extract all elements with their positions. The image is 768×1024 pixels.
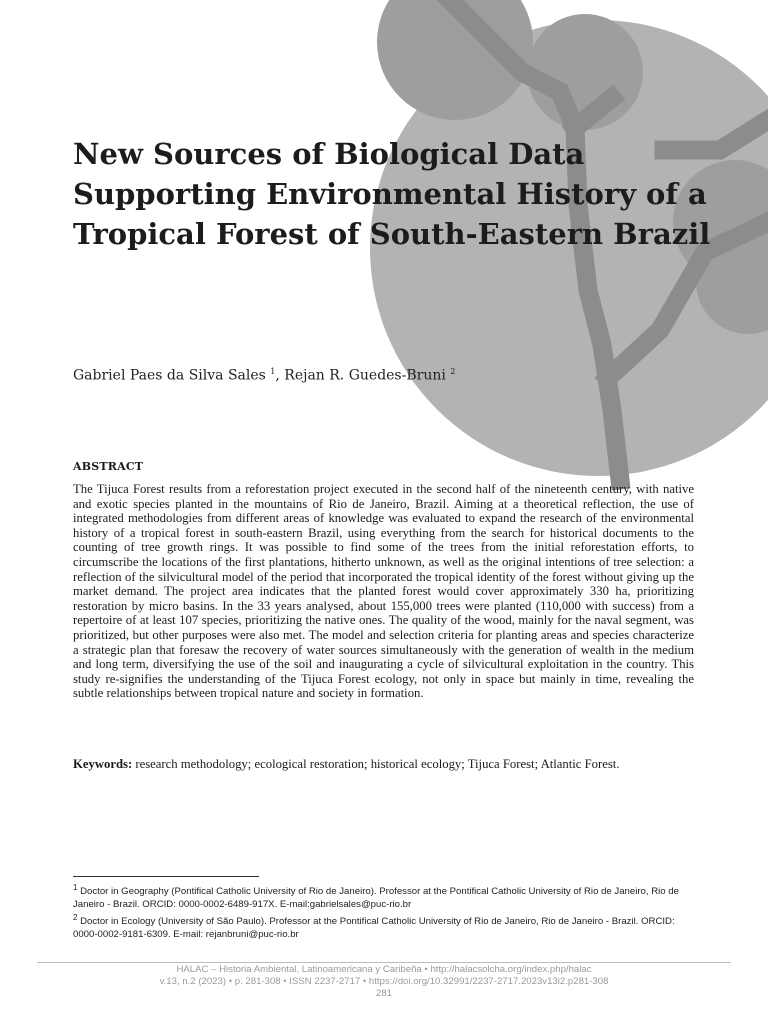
footnote-separator	[73, 876, 259, 877]
author-1-footnote-mark: 1	[270, 367, 276, 376]
footnote-2-text: Doctor in Ecology (University of São Paulo). Professor at the Pontifical Catholic University of Rio de Janeiro, Rio de Janeiro - Brazil. ORCID: 0000-0002-9181-6309. E-mail: rejanbruni@puc-rio.br	[73, 916, 675, 940]
author-separator: ,	[275, 367, 285, 384]
author-line	[73, 367, 455, 384]
article-title: New Sources of Biological Data Supporting Environmental History of a Tropical Forest of South-Eastern Brazil	[73, 137, 711, 251]
footnote-1	[73, 882, 694, 911]
footnote-2-mark: 2	[73, 913, 78, 922]
footnotes	[73, 882, 694, 942]
footnote-1-text: Doctor in Geography (Pontifical Catholic University of Rio de Janeiro). Professor at the Pontifical Catholic University of Rio de Janeiro, Rio de Janeiro - Brazil. ORCID: 0000-0002-6489-917X. E-mail:gabrielsales@puc-rio.br	[73, 886, 679, 910]
page-number: 281	[375, 988, 392, 999]
abstract-body: The Tijuca Forest results from a reforestation project executed in the second half of the nineteenth century, with native and exotic species planted in the mountains of Rio de Janeiro, Brazil. Aiming at a theoretical reflection, the use of integrated methodologies from different areas of knowledge was evaluated to expand the research of the environmental history of a tropical forest in south-eastern Brazil, using everything from the search for historical documents to the counting of tree growth rings. It was possible to find some of the trees from the initial reforestation efforts, to circumscribe the locations of the first plantations, hitherto unknown, as well as the original intentions of tree selection: a reflection of the silvicultural model of the period that incorporated the tropical identity of the forest without giving up the market demand. The project area indicates that the planted forest would cover approximately 330 ha, prioritizing restoration by micro basins. In the 33 years analysed, about 155,000 trees were planted (110,000 with success) from a repertoire of at least 107 species, prioritizing the native ones. The quality of the wood, mainly for the naval segment, was prioritized, but other purposes were also met. The model and selection criteria for planting areas and species characterize a strategic plan that foresaw the recovery of water sources simultaneously with the generation of wealth in the medium and long term, diversifying the use of the soil and inaugurating a cycle of silvicultural exploitation in the country. This study re-signifies the understanding of the Tijuca Forest ecology, not only in space but mainly in time, revealing the subtle relationships between tropical nature and society in formation.	[73, 482, 694, 701]
keywords-paragraph	[73, 757, 694, 772]
journal-issue-line: v.13, n.2 (2023) • p. 281-308 • ISSN 2237-2717 • https://doi.org/10.32991/2237-2717.2023v13i2.p281-308	[159, 976, 609, 987]
journal-footer	[0, 964, 768, 1000]
abstract-heading: ABSTRACT	[73, 460, 144, 473]
keywords-text: research methodology; ecological restoration; historical ecology; Tijuca Forest; Atlantic Forest.	[132, 757, 620, 771]
footnote-2	[73, 912, 694, 941]
author-1-name: Gabriel Paes da Silva Sales	[73, 367, 266, 384]
author-2-name: Rejan R. Guedes-Bruni	[284, 367, 446, 384]
author-2-footnote-mark: 2	[450, 367, 456, 376]
journal-name-line: HALAC – Historia Ambiental, Latinoamericana y Caribeña • http://halacsolcha.org/index.php/halac	[176, 964, 592, 975]
footer-divider	[37, 962, 731, 963]
keywords-label: Keywords:	[73, 757, 133, 771]
footnote-1-mark: 1	[73, 883, 78, 892]
